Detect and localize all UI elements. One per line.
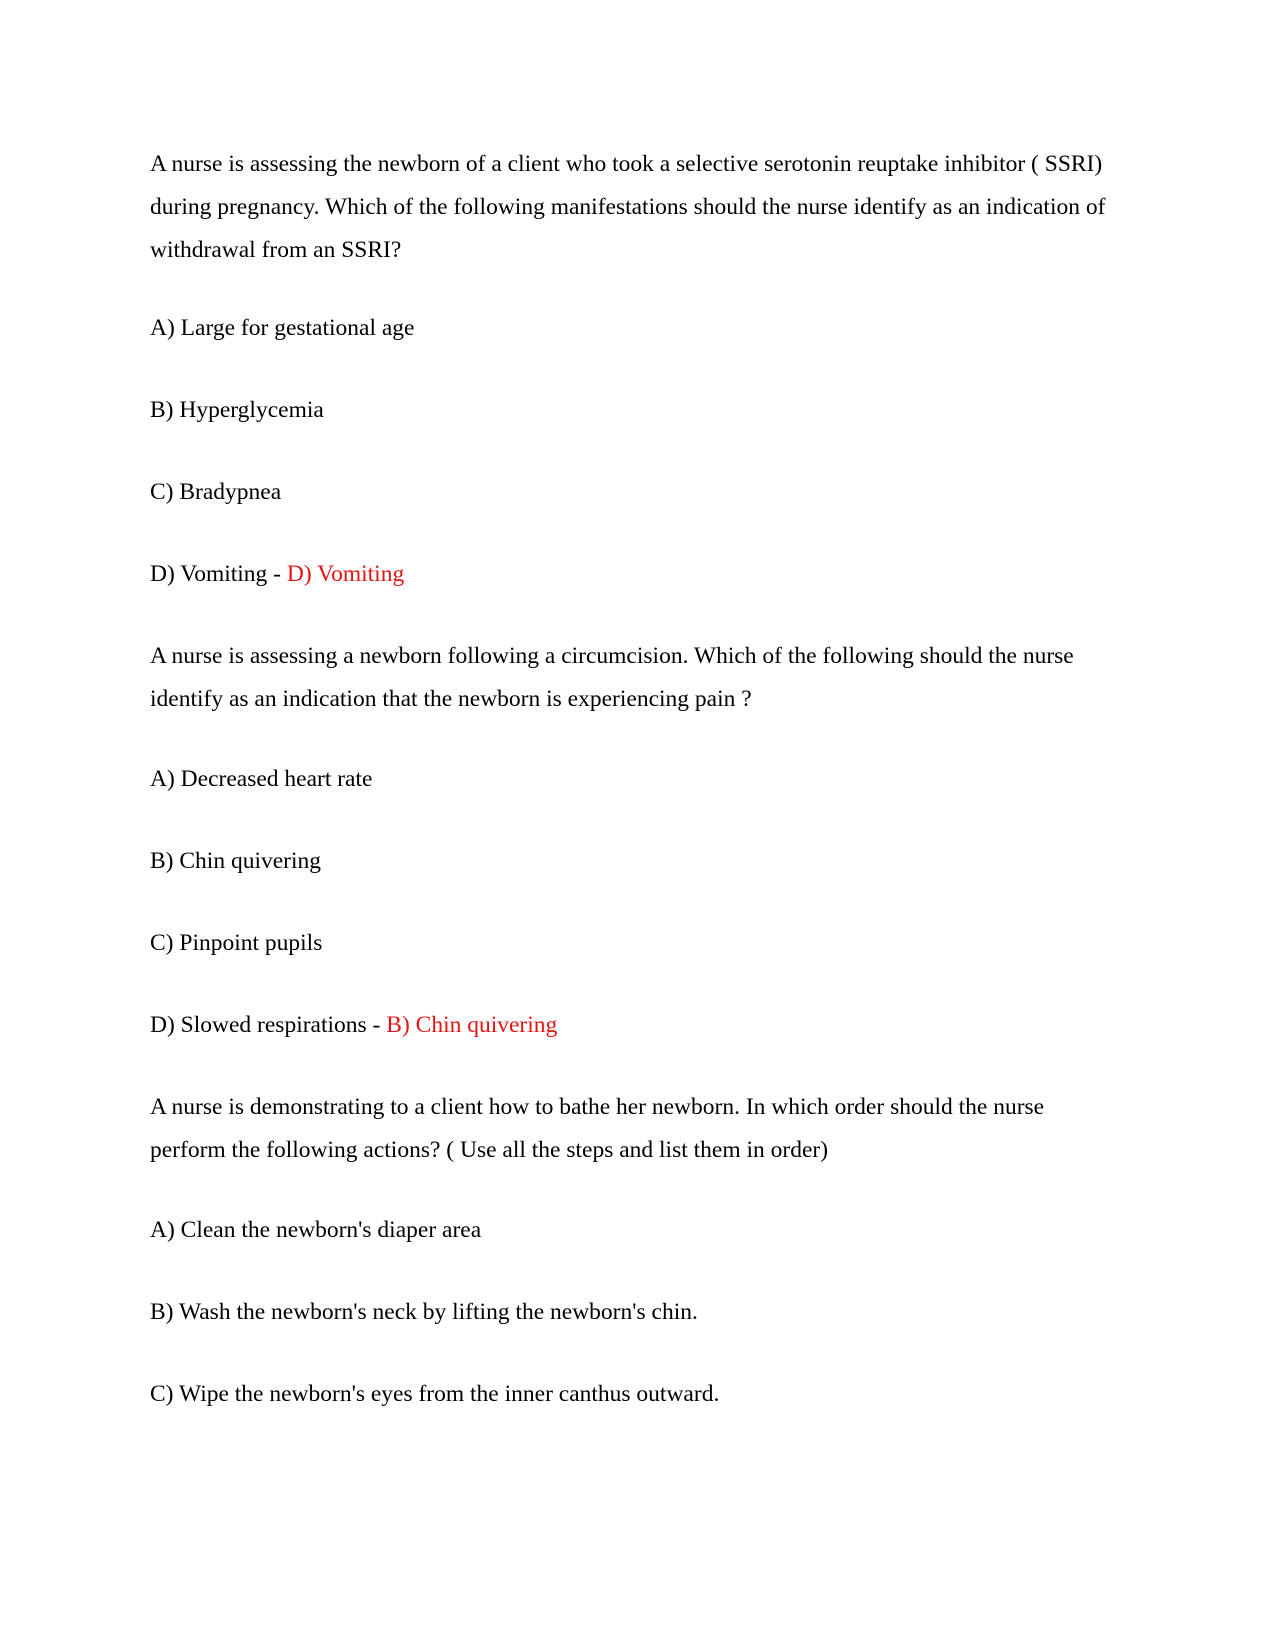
- question-1-option-b: B) Hyperglycemia: [150, 397, 324, 423]
- question-1-option-a: A) Large for gestational age: [150, 315, 415, 341]
- question-2-option-d: D) Slowed respirations -: [150, 1012, 387, 1038]
- question-3-option-b: B) Wash the newborn's neck by lifting the newborn's chin.: [150, 1299, 698, 1325]
- question-1-option-d: D) Vomiting -: [150, 561, 287, 587]
- question-2-answer: B) Chin quivering: [386, 1012, 558, 1038]
- question-3-stem: A nurse is demonstrating to a client how to bathe her newborn. In which order should the nurse perform the following actions? ( Use all the steps and list them in order): [150, 1094, 1045, 1163]
- question-1-stem: A nurse is assessing the newborn of a client who took a selective serotonin reuptake inhibitor ( SSRI) during pregnancy. Which of the following manifestations should the nurse identify as an indication of withdrawal from an SSRI?: [150, 151, 1106, 263]
- question-2-option-c: C) Pinpoint pupils: [150, 930, 323, 956]
- question-2-option-b: B) Chin quivering: [150, 848, 322, 874]
- question-2-option-a: A) Decreased heart rate: [150, 766, 373, 792]
- question-3-option-c: C) Wipe the newborn's eyes from the inner canthus outward.: [150, 1381, 720, 1407]
- question-2-stem: A nurse is assessing a newborn following a circumcision. Which of the following should the nurse identify as an indication that the newborn is experiencing pain ?: [150, 643, 1074, 712]
- question-1-option-c: C) Bradypnea: [150, 479, 282, 505]
- question-2-option-d-line: [150, 1004, 1110, 1047]
- question-1-option-d-line: [150, 553, 1110, 596]
- question-1-answer: D) Vomiting: [286, 561, 405, 587]
- question-3-option-a: A) Clean the newborn's diaper area: [150, 1217, 482, 1243]
